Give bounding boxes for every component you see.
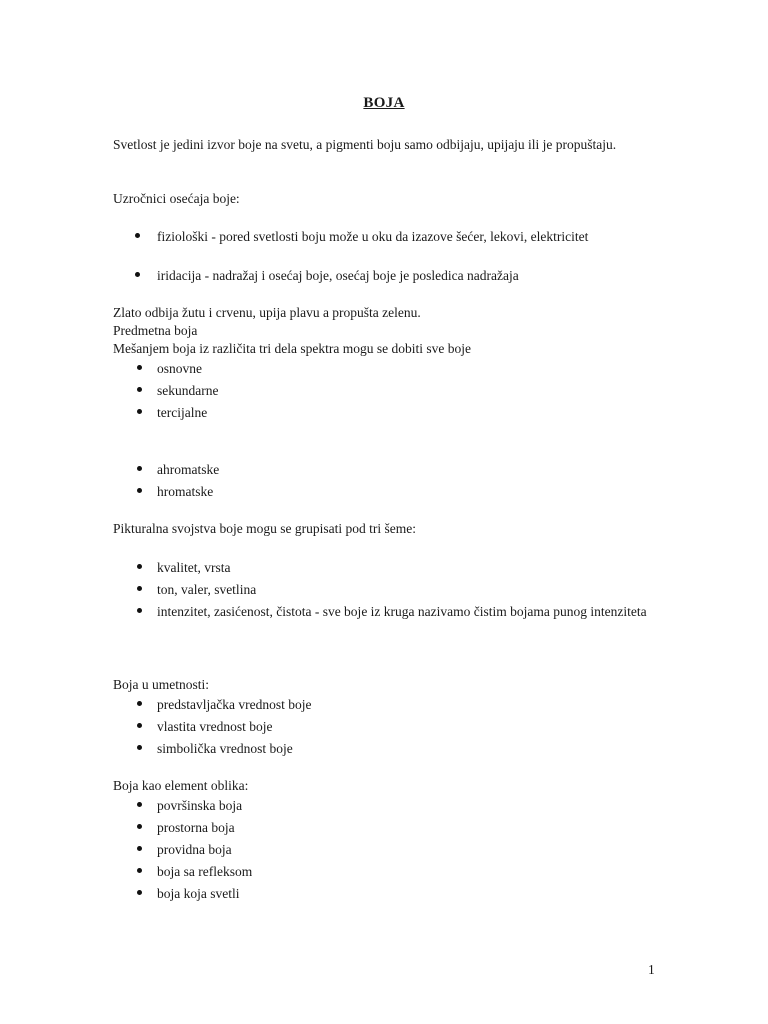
bullet-icon xyxy=(137,488,142,493)
bullet-icon xyxy=(137,608,142,613)
color-type-item: osnovne xyxy=(157,361,202,376)
bullet-icon xyxy=(137,466,142,471)
pictorial-item: intenzitet, zasićenost, čistota - sve boje iz kruga nazivamo čistim bojama punog intenziteta xyxy=(157,604,647,619)
color-type-item: tercijalne xyxy=(157,405,208,420)
chromatic-type-item: ahromatske xyxy=(157,462,220,477)
bullet-icon xyxy=(137,846,142,851)
bullet-icon xyxy=(137,586,142,591)
form-item: providna boja xyxy=(157,842,232,857)
page-number: 1 xyxy=(648,962,655,977)
object-color-line: Predmetna boja xyxy=(113,323,198,338)
bullet-icon xyxy=(137,723,142,728)
bullet-icon xyxy=(137,802,142,807)
art-item: vlastita vrednost boje xyxy=(157,719,273,734)
art-heading: Boja u umetnosti: xyxy=(113,677,209,692)
bullet-icon xyxy=(137,868,142,873)
bullet-icon xyxy=(137,387,142,392)
art-item: predstavljačka vrednost boje xyxy=(157,697,312,712)
intro-paragraph: Svetlost je jedini izvor boje na svetu, a pigmenti boju samo odbijaju, upijaju ili je propuštaju. xyxy=(113,137,617,152)
bullet-icon xyxy=(135,233,140,238)
causes-item-1: fiziološki - pored svetlosti boju može u oku da izazove šećer, lekovi, elektricitet xyxy=(157,229,589,244)
bullet-icon xyxy=(137,701,142,706)
document-title: BOJA xyxy=(363,95,405,111)
causes-item-2: iridacija - nadražaj i osećaj boje, osećaj boje je posledica nadražaja xyxy=(157,268,519,283)
bullet-icon xyxy=(137,745,142,750)
pictorial-heading: Pikturalna svojstva boje mogu se grupisati pod tri šeme: xyxy=(113,521,416,536)
chromatic-type-item: hromatske xyxy=(157,484,214,499)
art-item: simbolička vrednost boje xyxy=(157,741,293,756)
pictorial-item: kvalitet, vrsta xyxy=(157,560,231,575)
color-type-item: sekundarne xyxy=(157,383,219,398)
gold-line: Zlato odbija žutu i crvenu, upija plavu a propušta zelenu. xyxy=(113,305,421,320)
form-heading: Boja kao element oblika: xyxy=(113,778,249,793)
bullet-icon xyxy=(135,272,140,277)
bullet-icon xyxy=(137,824,142,829)
form-item: boja sa refleksom xyxy=(157,864,253,879)
form-item: prostorna boja xyxy=(157,820,235,835)
mixing-line: Mešanjem boja iz različita tri dela spektra mogu se dobiti sve boje xyxy=(113,341,472,356)
bullet-icon xyxy=(137,409,142,414)
pictorial-item: ton, valer, svetlina xyxy=(157,582,257,597)
bullet-icon xyxy=(137,564,142,569)
bullet-icon xyxy=(137,365,142,370)
form-item: boja koja svetli xyxy=(157,886,240,901)
form-item: površinska boja xyxy=(157,798,243,813)
bullet-icon xyxy=(137,890,142,895)
causes-heading: Uzročnici osećaja boje: xyxy=(113,191,240,206)
